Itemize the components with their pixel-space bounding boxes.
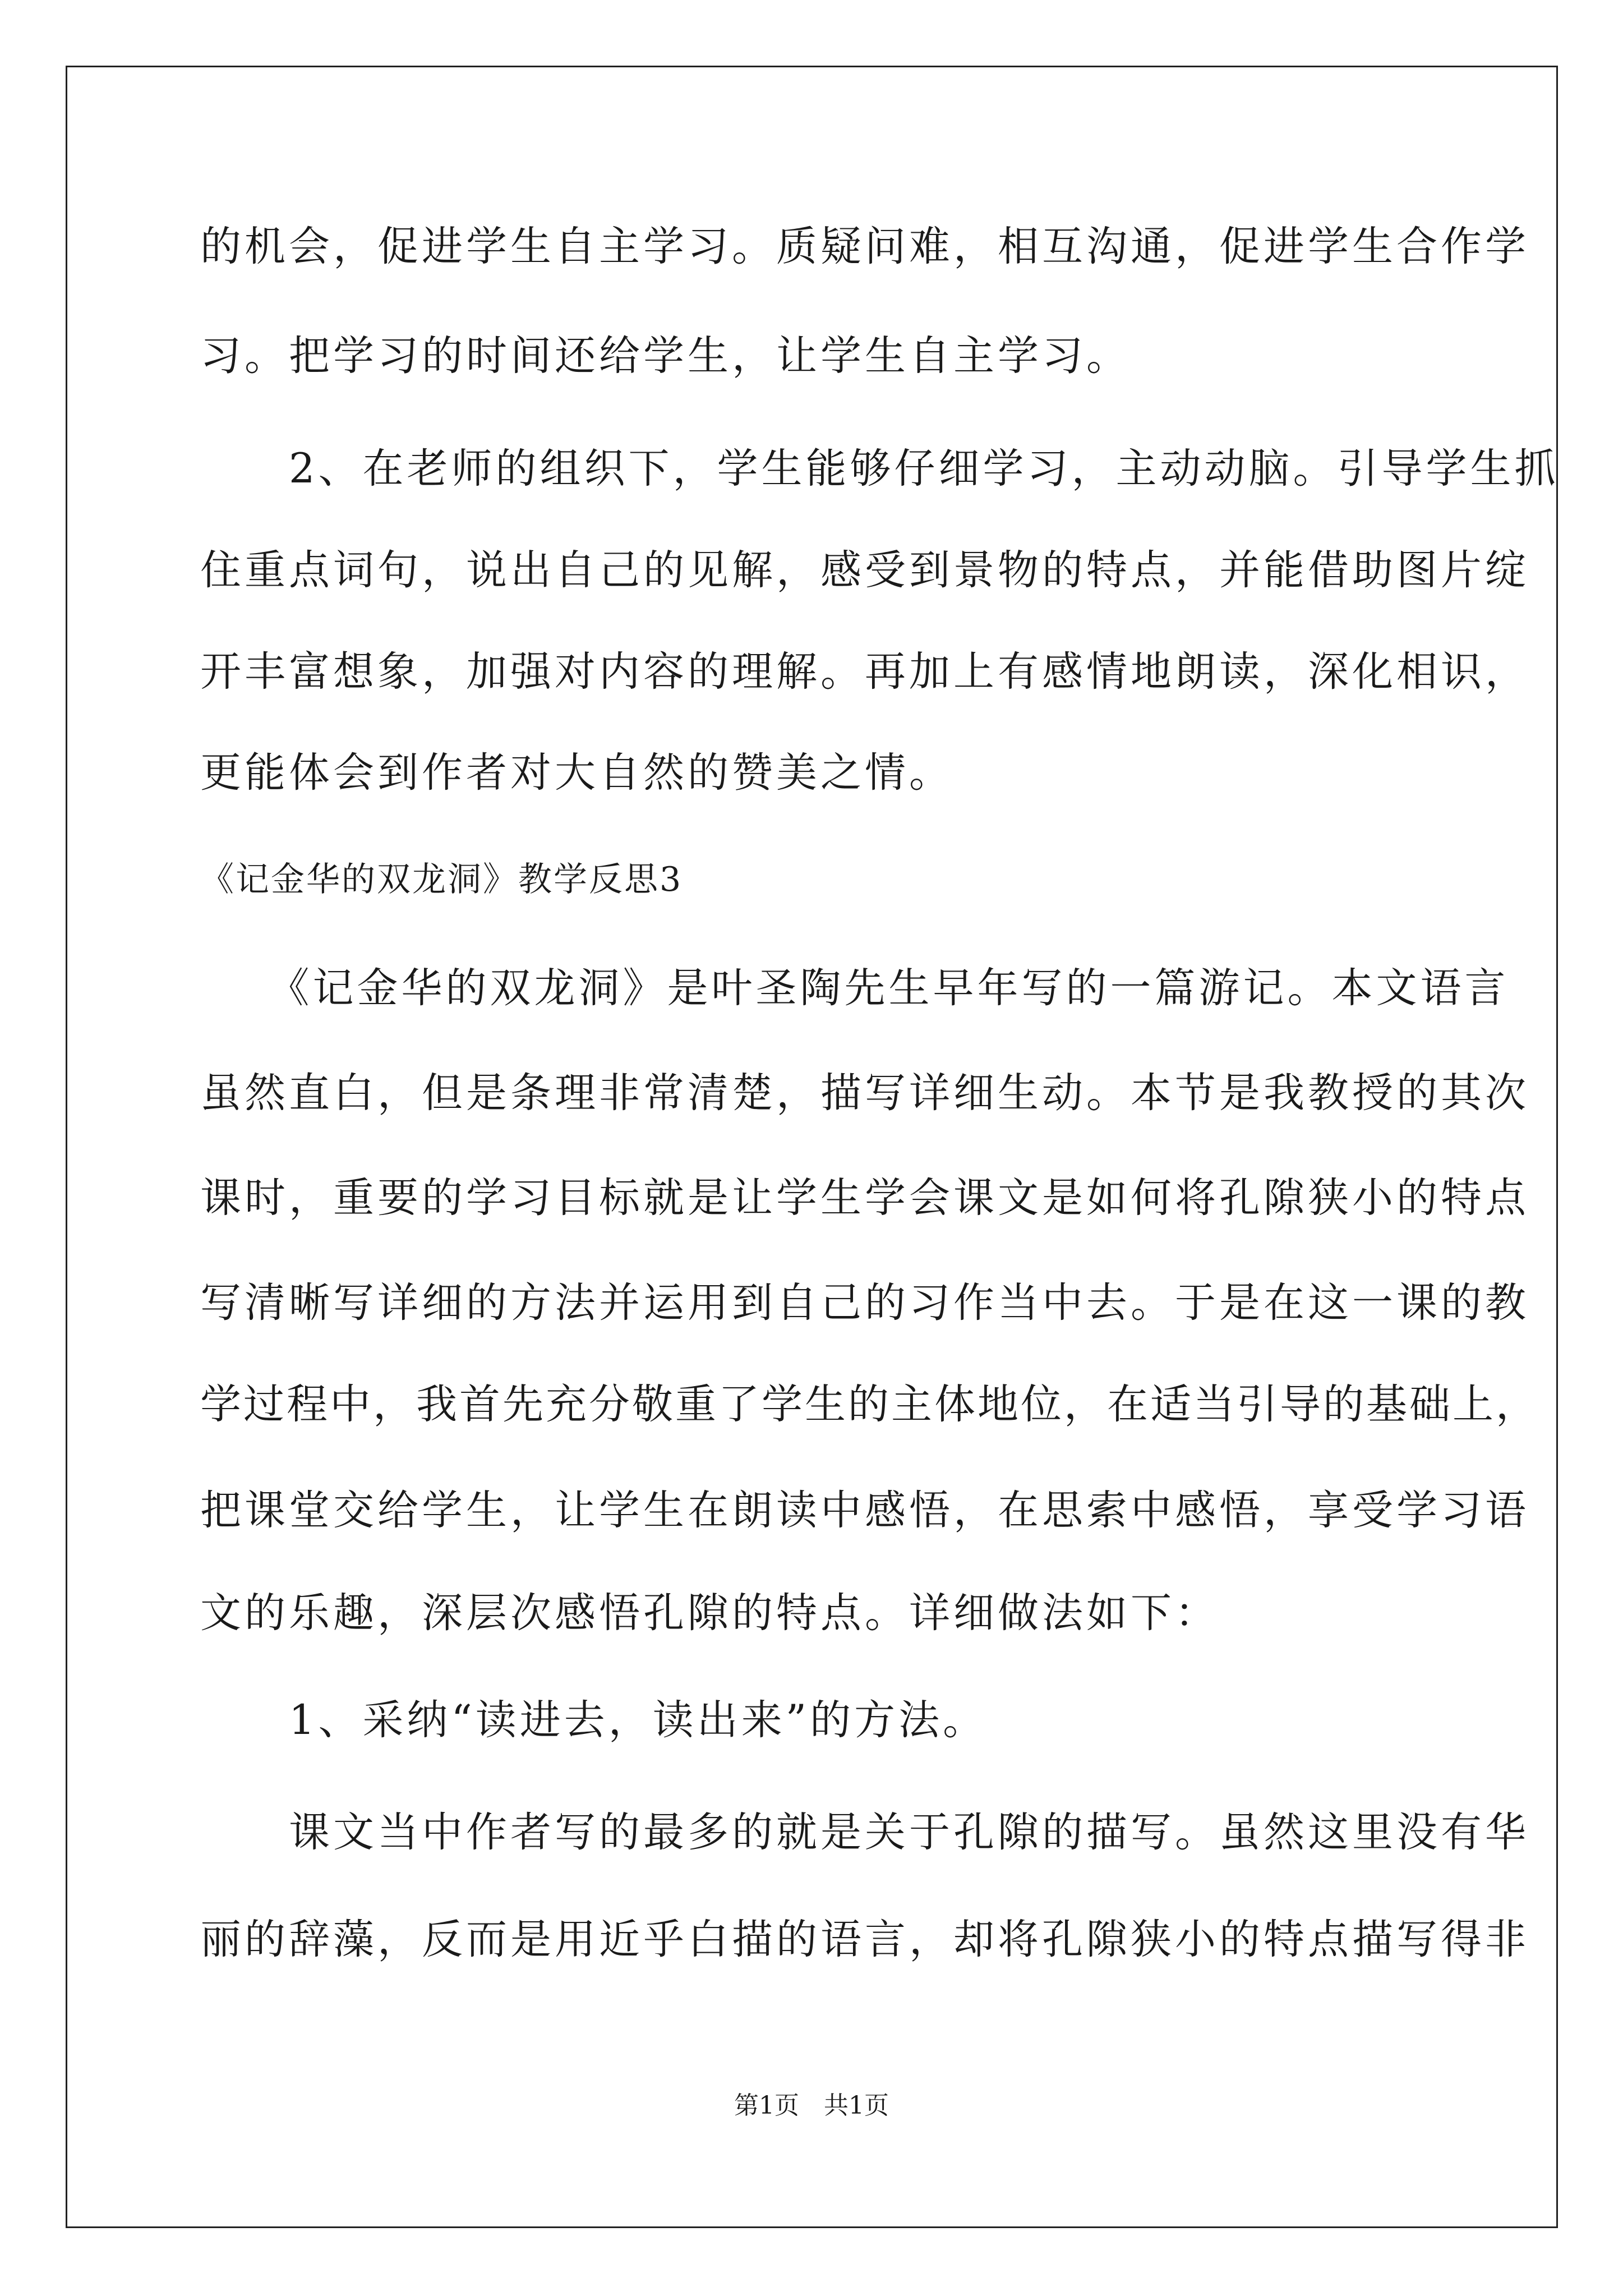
paragraph-line: 更能体会到作者对大自然的赞美之情。 (200, 749, 953, 797)
page-number: 第1页 共1页 (734, 2091, 889, 2120)
paragraph-line: 习。把学习的时间还给学生，让学生自主学习。 (200, 332, 1131, 380)
paragraph-line: 课文当中作者写的最多的就是关于孔隙的描写。虽然这里没有华 (200, 1809, 1529, 1856)
paragraph-line: 1、采纳“读进去，读出来”的方法。 (200, 1696, 988, 1744)
paragraph-line: 虽然直白，但是条理非常清楚，描写详细生动。本节是我教授的其次 (200, 1069, 1529, 1117)
page-border (66, 66, 1558, 2228)
paragraph-line: 文的乐趣，深层次感悟孔隙的特点。详细做法如下： (200, 1589, 1219, 1637)
paragraph-line: 住重点词句，说出自己的见解，感受到景物的特点，并能借助图片绽 (200, 546, 1529, 594)
paragraph-line: 2、在老师的组织下，学生能够仔细学习，主动动脑。引导学生抓 (200, 445, 1559, 493)
paragraph-line: 开丰富想象，加强对内容的理解。再加上有感情地朗读，深化相识， (200, 648, 1529, 696)
paragraph-line: 学过程中，我首先充分敬重了学生的主体地位，在适当引导的基础上， (200, 1381, 1539, 1428)
paragraph-line: 《记金华的双龙洞》是叶圣陶先生早年写的一篇游记。本文语言 (200, 964, 1509, 1012)
paragraph-line: 课时，重要的学习目标就是让学生学会课文是如何将孔隙狭小的特点 (200, 1174, 1529, 1222)
paragraph-line: 写清晰写详细的方法并运用到自己的习作当中去。于是在这一课的教 (200, 1279, 1529, 1327)
section-heading: 《记金华的双龙洞》教学反思3 (200, 860, 683, 899)
paragraph-line: 丽的辞藻，反而是用近乎白描的语言，却将孔隙狭小的特点描写得非 (200, 1916, 1529, 1963)
paragraph-line: 的机会，促进学生自主学习。质疑问难，相互沟通，促进学生合作学 (200, 223, 1529, 270)
paragraph-line: 把课堂交给学生，让学生在朗读中感悟，在思索中感悟，享受学习语 (200, 1487, 1529, 1534)
